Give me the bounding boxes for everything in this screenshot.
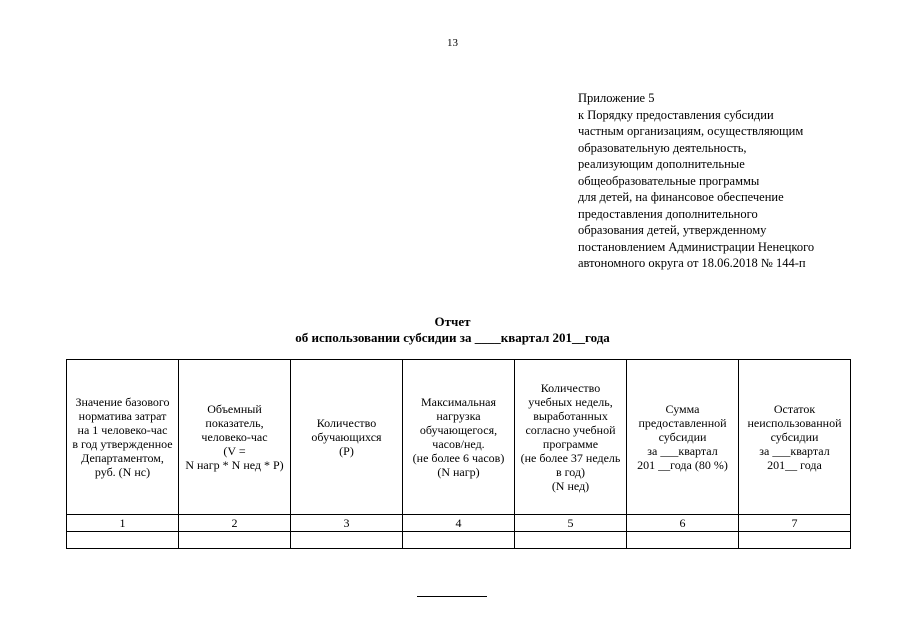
- appendix-line: автономного округа от 18.06.2018 № 144-п: [578, 256, 806, 270]
- report-title: Отчет: [434, 314, 471, 329]
- empty-cell: [739, 532, 851, 549]
- appendix-line: общеобразовательные программы: [578, 173, 760, 188]
- appendix-line: реализующим дополнительные: [578, 157, 745, 171]
- header-cell-students: Количество обучающихся (P): [291, 360, 403, 515]
- empty-cell: [179, 532, 291, 549]
- appendix-line: предоставления дополнительного: [578, 206, 758, 221]
- empty-cell: [403, 532, 515, 549]
- page-number: 13: [447, 37, 458, 49]
- header-cell-subsidy-sum: Сумма предоставленной субсидии за ___квартал 201 __года (80 %): [627, 360, 739, 515]
- appendix-line: постановлением Администрации Ненецкого: [578, 239, 815, 254]
- header-cell-max-load: Максимальная нагрузка обучающегося, часов/нед. (не более 6 часов) (N нагр): [403, 360, 515, 515]
- report-subtitle: об использовании субсидии за ____квартал 201__года: [295, 330, 610, 345]
- empty-cell: [291, 532, 403, 549]
- appendix-line: к Порядку предоставления субсидии: [578, 107, 774, 122]
- appendix-line: образования детей, утвержденному: [578, 223, 767, 237]
- header-cell-volume: Объемный показатель, человеко-час (V = N нагр * N нед * P): [179, 360, 291, 515]
- column-number: 7: [739, 515, 851, 532]
- header-cell-weeks: Количество учебных недель, выработанных согласно учебной программе (не более 37 недель в год) (N нед): [515, 360, 627, 515]
- column-number: 5: [515, 515, 627, 532]
- empty-cell: [515, 532, 627, 549]
- appendix-line: для детей, на финансовое обеспечение: [578, 190, 784, 204]
- appendix-line: частным организациям, осуществляющим: [578, 124, 804, 138]
- column-number: 1: [67, 515, 179, 532]
- appendix-line: образовательную деятельность,: [578, 140, 747, 155]
- empty-cell: [67, 532, 179, 549]
- empty-cell: [627, 532, 739, 549]
- column-number: 2: [179, 515, 291, 532]
- table-row: [67, 532, 851, 549]
- column-number: 6: [627, 515, 739, 532]
- column-number: 3: [291, 515, 403, 532]
- header-cell-base-norm: Значение базового норматива затрат на 1 человеко-час в год утвержденное Департаментом, руб. (N нс): [67, 360, 179, 515]
- column-number-row: [67, 515, 851, 532]
- report-table: [66, 359, 851, 549]
- column-number: 4: [403, 515, 515, 532]
- header-cell-remainder: Остаток неиспользованной субсидии за ___квартал 201__ года: [739, 360, 851, 515]
- table-header-row: [67, 360, 851, 515]
- appendix-line: Приложение 5: [578, 91, 655, 105]
- footnote-separator: [417, 596, 487, 597]
- appendix-block: [578, 90, 878, 272]
